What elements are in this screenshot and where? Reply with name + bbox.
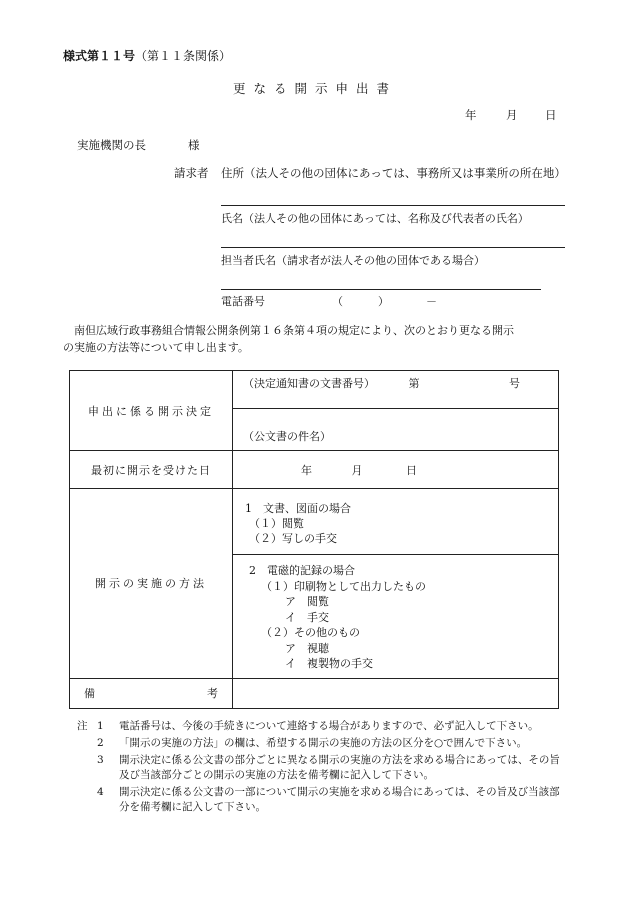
method-doc-option-2[interactable]: （２）写しの手交 [249, 532, 337, 545]
first-disclosure-cell[interactable] [233, 451, 559, 489]
method-elec-2[interactable]: （２）その他のもの [261, 626, 360, 639]
fd-year: 年 [301, 463, 312, 477]
first-disclosure-label: 最初に開示を受けた日 [70, 451, 233, 489]
doc-subject-cell[interactable] [233, 409, 559, 451]
fd-day: 日 [406, 463, 417, 477]
notes [77, 719, 567, 817]
method-doc-cell[interactable] [233, 489, 559, 555]
notes-prefix: 注 [77, 720, 88, 732]
doc-subject-label: （公文書の件名） [243, 430, 331, 443]
doc-number-cell[interactable] [233, 371, 559, 409]
address-line[interactable] [221, 205, 565, 206]
method-elec-title: 2 電磁的記録の場合 [249, 564, 355, 577]
method-elec-1[interactable]: （１）印刷物として出力したもの [261, 579, 426, 593]
method-doc-option-1[interactable]: （１）閲覧 [249, 517, 304, 530]
go-label: 号 [509, 377, 520, 390]
decision-label: 申出に係る開示決定 [70, 371, 233, 451]
dai-label: 第 [408, 377, 420, 390]
method-elec-2b[interactable]: イ 複製物の手交 [285, 657, 373, 670]
phone-dash: － [426, 295, 437, 308]
contact-line[interactable] [221, 289, 541, 290]
date-day: 日 [545, 108, 557, 122]
method-elec-2a[interactable]: ア 視聴 [285, 641, 329, 655]
date-month: 月 [506, 108, 518, 122]
remarks-label: 備 考 [70, 678, 233, 708]
note-item: 4 開示決定に係る公文書の一部について開示の実施を求める場合にあっては、その旨及び当該部分を備考欄に記入して下さい。 [97, 786, 560, 813]
method-elec-1b[interactable]: イ 手交 [285, 610, 329, 624]
request-table [69, 370, 559, 709]
requester-label: 請求者 [174, 166, 209, 180]
method-elec-cell[interactable] [233, 555, 559, 679]
note-item: 2 「開示の実施の方法」の欄は、希望する開示の実施の方法の区分を○で囲んで下さい。 [97, 737, 528, 749]
body-line-1: 南但広域行政事務組合情報公開条例第１６条第４項の規定により、次のとおり更なる開示 [74, 324, 514, 337]
addressee: 実施機関の長 様 [77, 138, 200, 152]
form-number: 様式第１１号（第１１条関係） [63, 49, 232, 63]
body-text [63, 322, 577, 356]
method-label: 開示の実施の方法 [70, 489, 233, 679]
body-line-2: の実施の方法等について申し出ます。 [63, 341, 249, 354]
remarks-cell[interactable] [233, 678, 559, 708]
phone-label: 電話番号 [221, 295, 265, 308]
note-item: 3 開示決定に係る公文書の部分ごとに異なる開示の実施の方法を求める場合にあっては、その旨及び当該部分ごとの開示の実施の方法を備考欄に記入して下さい。 [97, 754, 560, 781]
contact-label: 担当者氏名（請求者が法人その他の団体である場合） [221, 254, 485, 267]
address-label: 住所（法人その他の団体にあっては、事務所又は事業所の所在地） [221, 166, 566, 180]
form-reference: （第１１条関係） [135, 49, 232, 63]
phone-close: ） [378, 295, 389, 308]
date-year: 年 [465, 108, 477, 122]
form-title: 更なる開示申出書 [232, 81, 397, 96]
name-line[interactable] [221, 247, 565, 248]
fd-month: 月 [351, 463, 363, 477]
doc-number-label: （決定通知書の文書番号） [243, 377, 375, 390]
name-label: 氏名（法人その他の団体にあっては、名称及び代表者の氏名） [221, 212, 529, 225]
method-doc-title: 1 文書、図面の場合 [245, 502, 351, 515]
phone-open: （ [332, 295, 343, 308]
method-elec-1a[interactable]: ア 閲覧 [285, 595, 329, 608]
note-item: 注 1 電話番号は、今後の手続きについて連絡する場合がありますので、必ず記入して下さい。 [77, 720, 539, 732]
